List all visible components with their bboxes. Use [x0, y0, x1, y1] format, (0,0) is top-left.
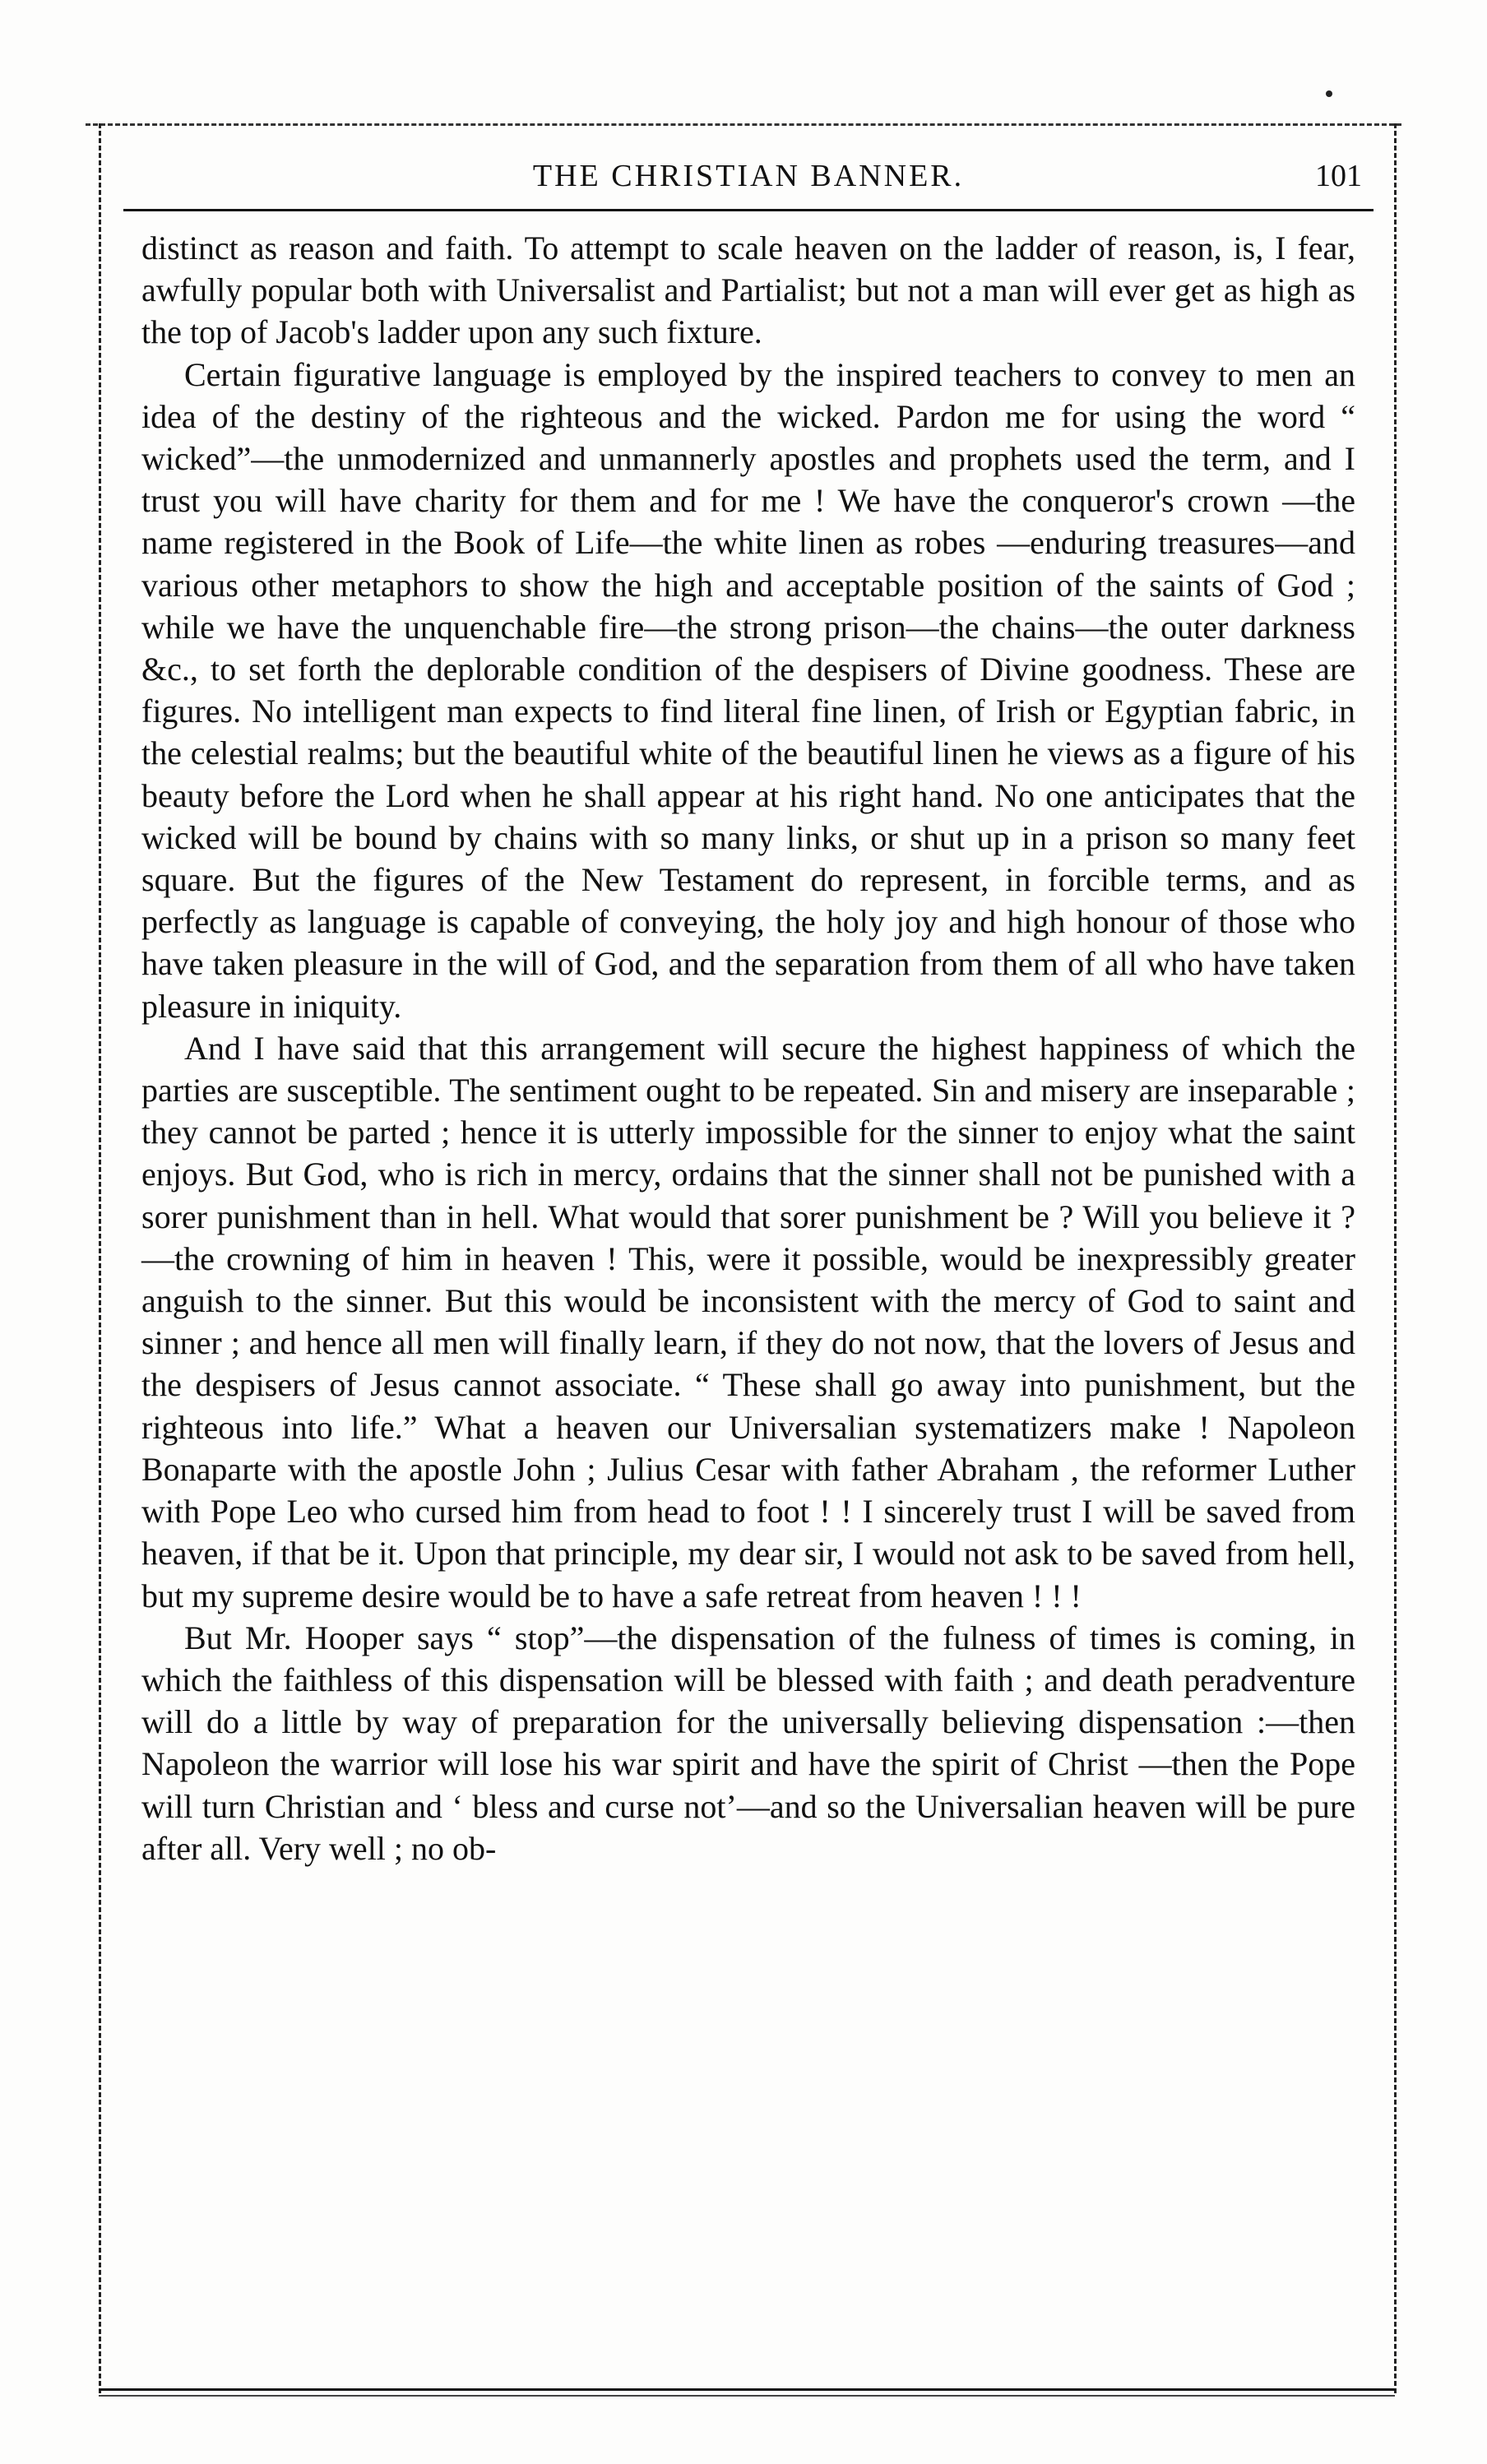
header-rule	[123, 209, 1374, 211]
bottom-border-rule-inner	[99, 2395, 1395, 2397]
running-header	[123, 158, 1374, 207]
article-body	[141, 227, 1355, 1869]
paragraph-2: Certain figurative language is employed by the inspired teachers to convey to men an idea of the destiny of the righteous and the wicked. Pardon me for using the word “ wicked”—the unmodernized and unmannerly apostles and prophets used the term, and I trust you will have charity for them and for me ! We have the conqueror's crown —the name registered in the Book of Life—the white linen as robes —enduring treasures—and various other metaphors to show the high and acceptable position of the saints of God ; while we have the unquenchable fire—the strong prison—the chains—the outer darkness &c., to set forth the deplorable condition of the despisers of Divine goodness. These are figures. No intelligent man expects to find literal fine linen, of Irish or Egyptian fabric, in the celestial realms; but the beautiful white of the beautiful linen he views as a figure of his beauty before the Lord when he shall appear at his right hand. No one anticipates that the wicked will be bound by chains with so many links, or shut up in a prison so many feet square. But the figures of the New Testament do represent, in forcible terms, and as perfectly as language is capable of conveying, the holy joy and high honour of those who have taken pleasure in the will of God, and the separation from them of all who have taken pleasure in iniquity.	[141, 355, 1355, 1025]
ink-dot	[1326, 90, 1332, 97]
page-number: 101	[1315, 159, 1362, 193]
journal-title: THE CHRISTIAN BANNER.	[532, 159, 965, 193]
paragraph-3: And I have said that this arrangement will secure the highest happiness of which the parties are susceptible. The sentiment ought to be repeated. Sin and misery are inseparable ; they cannot be parted ; hence it is utterly impossible for the sinner to enjoy what the saint enjoys. But God, who is rich in mercy, ordains that the sinner shall not be punished with a sorer punishment than in hell. What would that sorer punishment be ? Will you believe it ?—the crowning of him in heaven ! This, were it possible, would be inexpressibly greater anguish to the sinner. But this would be inconsistent with the mercy of God to saint and sinner ; and hence all men will finally learn, if they do not now, that the lovers of Jesus and the despisers of Jesus cannot associate. “ These shall go away into punishment, but the righteous into life.” What a heaven our Universalian systematizers make ! Napoleon Bonaparte with the apostle John ; Julius Cesar with father Abraham , the reformer Luther with Pope Leo who cursed him from head to foot ! ! I sincerely trust I will be saved from heaven, if that be it. Upon that principle, my dear sir, I would not ask to be saved from hell, but my supreme desire would be to have a safe retreat from heaven ! ! !	[141, 1029, 1355, 1614]
bottom-border-rule	[99, 2388, 1395, 2391]
paragraph-1: distinct as reason and faith. To attempt to scale heaven on the ladder of reason, is, I fear, awfully popular both with Universalist and Partialist; but not a man will ever get as high as the top of Jacob's ladder upon any such fixture.	[141, 229, 1355, 351]
paragraph-4: But Mr. Hooper says “ stop”—the dispensation of the fulness of times is coming, in which the faithless of this dispensation will be blessed with faith ; and death peradventure will do a little by way of preparation for the universally believing dispensation :—then Napoleon the warrior will lose his war spirit and have the spirit of Christ —then the Pope will turn Christian and ‘ bless and curse not’—and so the Universalian heaven will be pure after all. Very well ; no ob-	[141, 1619, 1355, 1867]
